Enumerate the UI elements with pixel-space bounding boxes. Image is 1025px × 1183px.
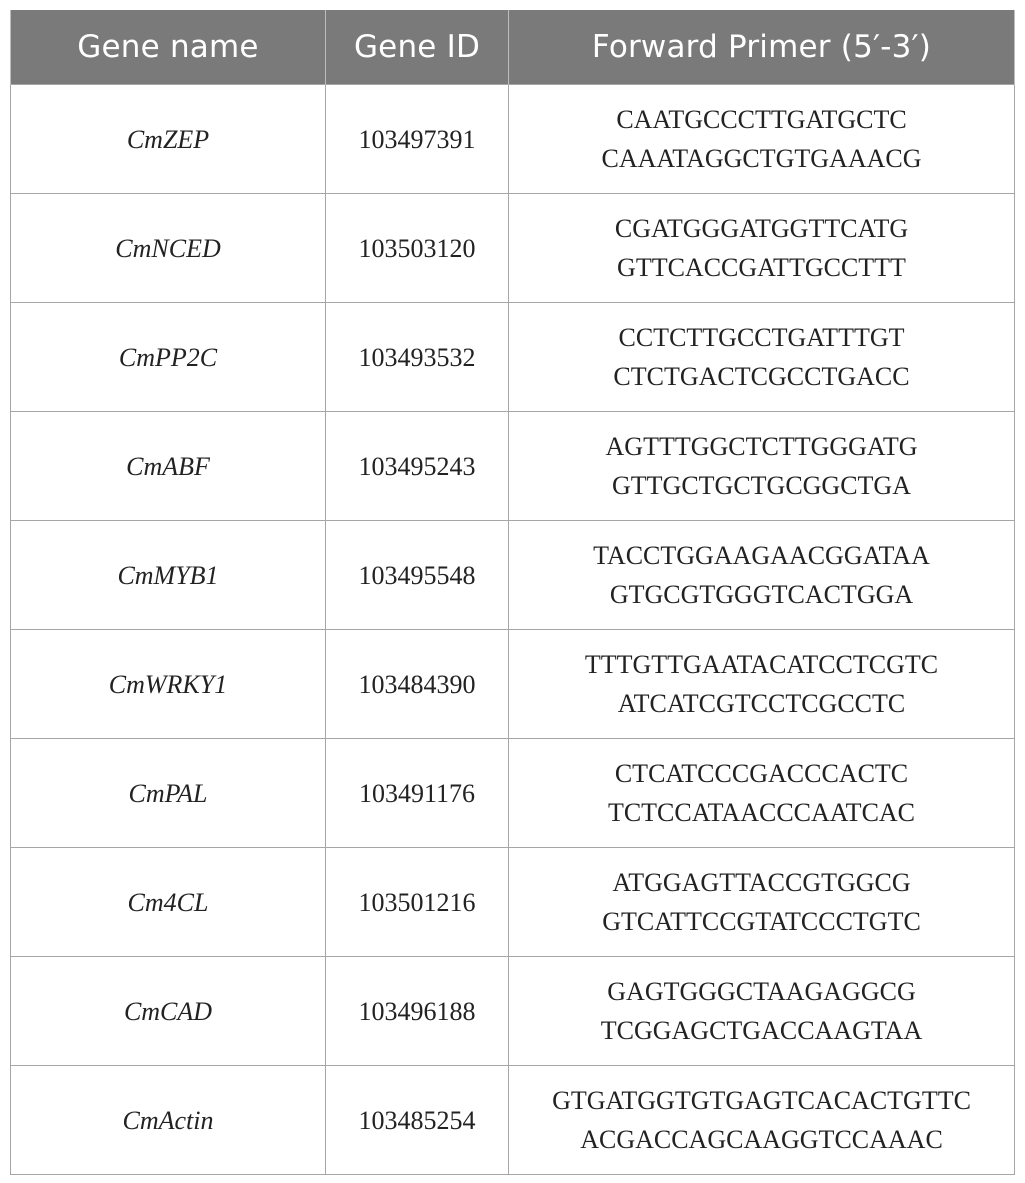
primer-line-1: GAGTGGGCTAAGAGGCG	[607, 977, 916, 1006]
gene-name-cell: CmNCED	[11, 194, 326, 303]
primer-cell	[509, 1066, 1015, 1175]
table-row	[11, 739, 1015, 848]
gene-id-cell: 103495243	[326, 412, 509, 521]
gene-name-cell: CmActin	[11, 1066, 326, 1175]
primer-line-1: CGATGGGATGGTTCATG	[614, 214, 909, 243]
table-row	[11, 848, 1015, 957]
gene-name-cell: CmABF	[11, 412, 326, 521]
column-header-gene-id: Gene ID	[326, 10, 509, 85]
primer-line-1: TTTGTTGAATACATCCTCGTC	[584, 650, 939, 679]
primer-line-2: CTCTGACTCGCCTGACC	[613, 362, 910, 391]
gene-name-cell: CmZEP	[11, 85, 326, 194]
primer-cell	[509, 848, 1015, 957]
gene-name-cell: CmCAD	[11, 957, 326, 1066]
primer-line-1: CCTCTTGCCTGATTTGT	[618, 323, 905, 352]
primer-line-2: TCTCCATAACCCAATCAC	[607, 798, 916, 827]
primer-line-2: GTCATTCCGTATCCCTGTC	[602, 907, 921, 936]
gene-id-cell: 103503120	[326, 194, 509, 303]
table-row	[11, 412, 1015, 521]
column-header-gene-name: Gene name	[11, 10, 326, 85]
header-row	[11, 10, 1015, 85]
primer-line-1: CAATGCCCTTGATGCTC	[616, 105, 907, 134]
gene-id-cell: 103496188	[326, 957, 509, 1066]
primer-line-2: CAAATAGGCTGTGAAACG	[601, 144, 922, 173]
gene-name-cell: Cm4CL	[11, 848, 326, 957]
primer-cell	[509, 303, 1015, 412]
primer-cell	[509, 194, 1015, 303]
gene-id-cell: 103493532	[326, 303, 509, 412]
gene-id-cell: 103495548	[326, 521, 509, 630]
primer-line-2: GTTCACCGATTGCCTTT	[617, 253, 906, 282]
table-row	[11, 1066, 1015, 1175]
primer-cell	[509, 521, 1015, 630]
gene-id-cell: 103491176	[326, 739, 509, 848]
column-header-forward-primer: Forward Primer (5′-3′)	[509, 10, 1015, 85]
gene-name-cell: CmMYB1	[11, 521, 326, 630]
primer-cell	[509, 630, 1015, 739]
gene-id-cell: 103501216	[326, 848, 509, 957]
table-row	[11, 957, 1015, 1066]
primer-line-2: TCGGAGCTGACCAAGTAA	[600, 1016, 923, 1045]
primer-line-2: GTGCGTGGGTCACTGGA	[609, 580, 914, 609]
table-row	[11, 303, 1015, 412]
primer-cell	[509, 957, 1015, 1066]
table-row	[11, 521, 1015, 630]
gene-id-cell: 103484390	[326, 630, 509, 739]
primer-line-2: ACGACCAGCAAGGTCCAAAC	[580, 1125, 943, 1154]
primer-line-2: GTTGCTGCTGCGGCTGA	[612, 471, 911, 500]
primer-cell	[509, 412, 1015, 521]
gene-name-cell: CmPAL	[11, 739, 326, 848]
primer-line-2: ATCATCGTCCTCGCCTC	[617, 689, 906, 718]
table-row	[11, 85, 1015, 194]
table-header	[11, 10, 1015, 85]
primer-line-1: ATGGAGTTACCGTGGCG	[612, 868, 911, 897]
table-body	[11, 85, 1015, 1175]
primer-cell	[509, 85, 1015, 194]
gene-name-cell: CmWRKY1	[11, 630, 326, 739]
primer-line-1: TACCTGGAAGAACGGATAA	[593, 541, 930, 570]
primer-cell	[509, 739, 1015, 848]
primer-table	[10, 10, 1015, 1175]
gene-id-cell: 103497391	[326, 85, 509, 194]
gene-id-cell: 103485254	[326, 1066, 509, 1175]
primer-line-1: CTCATCCCGACCCACTC	[614, 759, 909, 788]
primer-line-1: GTGATGGTGTGAGTCACACTGTTC	[552, 1086, 971, 1115]
table-row	[11, 194, 1015, 303]
gene-name-cell: CmPP2C	[11, 303, 326, 412]
table-row	[11, 630, 1015, 739]
primer-line-1: AGTTTGGCTCTTGGGATG	[605, 432, 918, 461]
